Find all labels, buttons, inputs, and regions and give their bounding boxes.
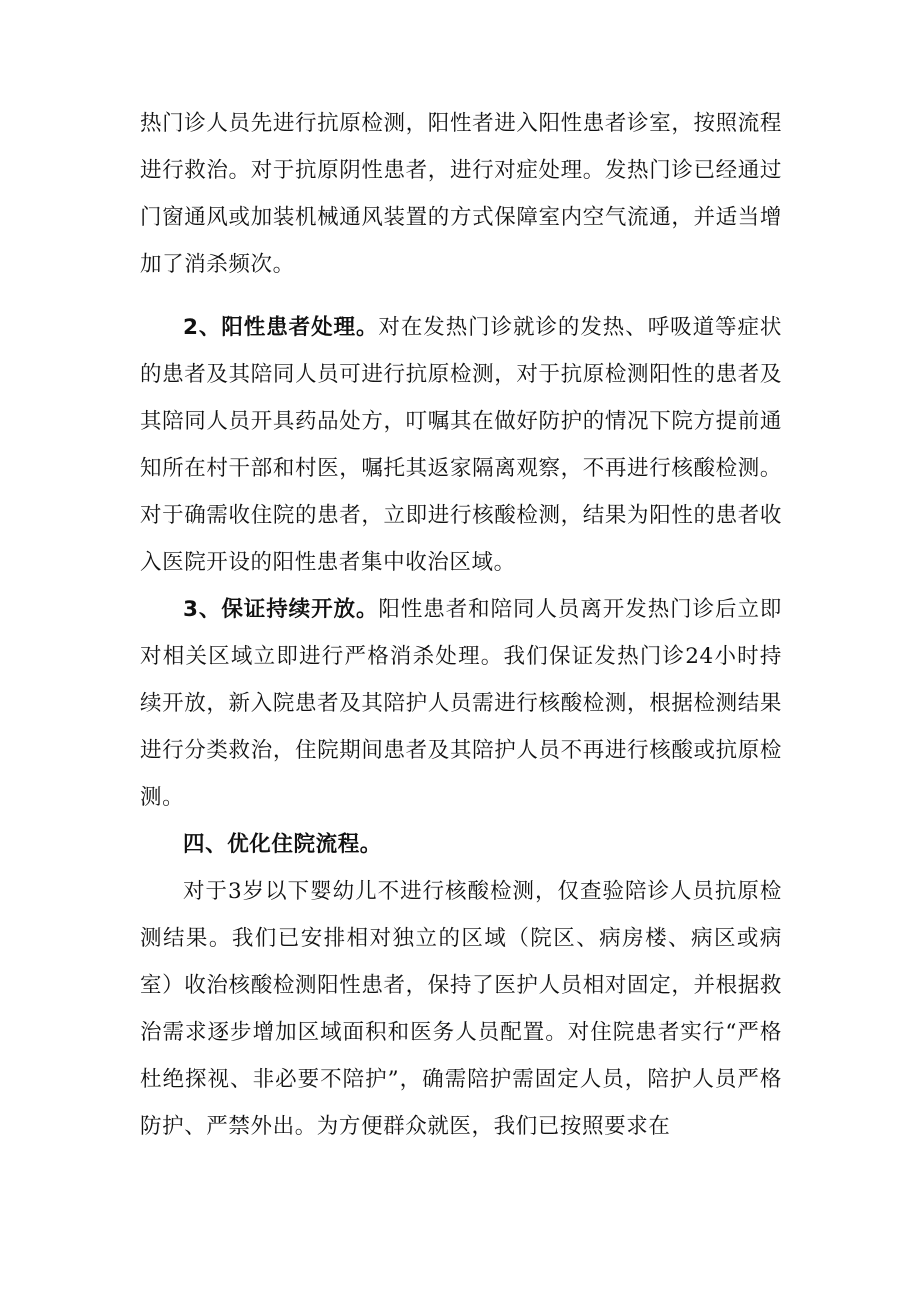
- paragraph-title-positive-patient: 2、阳性患者处理。: [183, 315, 379, 340]
- paragraph-fever-clinic-continued: 热门诊人员先进行抗原检测，阳性者进入阳性患者诊室，按照流程进行救治。对于抗原阴性患者，进行对症处理。发热门诊已经通过门窗通风或加装机械通风装置的方式保障室内空气流通，并适当增加了消杀频次。: [140, 111, 782, 277]
- paragraph-continuous-opening: [140, 586, 782, 821]
- paragraph-body-positive-patient: 对在发热门诊就诊的发热、呼吸道等症状的患者及其陪同人员可进行抗原检测，对于抗原检测阳性的患者及其陪同人员开具药品处方，叮嘱其在做好防护的情况下院方提前通知所在村干部和村医，嘱托其返家隔离观察，不再进行核酸检测。对于确需收住院的患者，立即进行核酸检测，结果为阳性的患者收入医院开设的阳性患者集中收治区域。: [140, 315, 782, 575]
- paragraph-hospitalization-process: 对于3岁以下婴幼儿不进行核酸检测，仅查验陪诊人员抗原检测结果。我们已安排相对独立的区域（院区、病房楼、病区或病室）收治核酸检测阳性患者，保持了医护人员相对固定，并根据救治需求逐步增加区域面积和医务人员配置。对住院患者实行“严格杜绝探视、非必要不陪护”，确需陪护需固定人员，陪护人员严格防护、严禁外出。为方便群众就医，我们已按照要求在: [140, 879, 782, 1139]
- paragraph-body-continuous-opening: 阳性患者和陪同人员离开发热门诊后立即对相关区域立即进行严格消杀处理。我们保证发热门诊24小时持续开放，新入院患者及其陪护人员需进行核酸检测，根据检测结果进行分类救治，住院期间患者及其陪护人员不再进行核酸或抗原检测。: [140, 597, 782, 810]
- section-heading-optimize-hospitalization: 四、优化住院流程。: [183, 832, 382, 857]
- paragraph-positive-patient-handling: [140, 304, 782, 586]
- paragraph-title-continuous-opening: 3、保证持续开放。: [183, 597, 379, 622]
- document-page: [140, 100, 782, 1150]
